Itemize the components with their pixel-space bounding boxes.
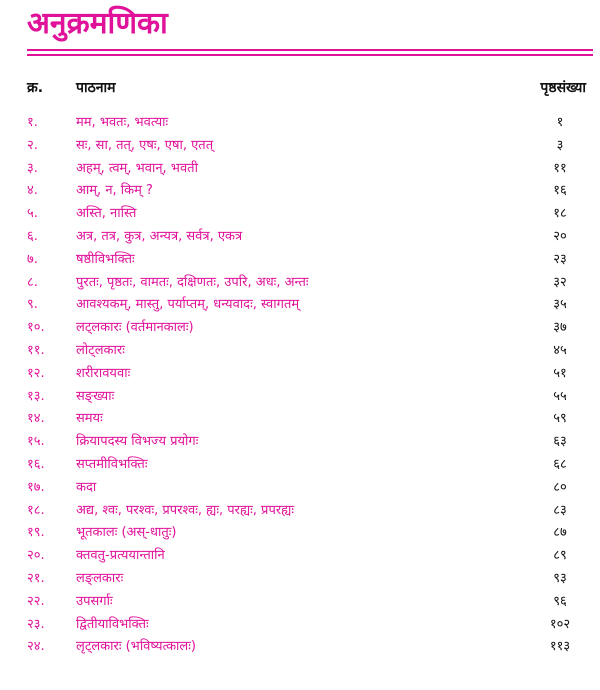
page-title: अनुक्रमणिका bbox=[27, 6, 168, 41]
lesson-name: अद्य, श्वः, परश्वः, प्रपरश्वः, ह्यः, परह्यः, प्रपरह्यः bbox=[76, 502, 295, 518]
list-item[interactable] bbox=[0, 568, 600, 591]
lesson-number: २४. bbox=[27, 639, 45, 655]
list-item[interactable] bbox=[0, 112, 600, 135]
lesson-name: सप्तमीविभक्तिः bbox=[76, 456, 148, 472]
lesson-page-number: २० bbox=[553, 228, 567, 244]
list-item[interactable] bbox=[0, 386, 600, 409]
list-item[interactable] bbox=[0, 614, 600, 637]
lesson-name: लृट्लकारः (भविष्यत्कालः) bbox=[76, 639, 196, 655]
lesson-page-number: ५५ bbox=[553, 388, 567, 404]
lesson-name: सः, सा, तत्, एषः, एषा, एतत् bbox=[76, 137, 214, 153]
lesson-name: आवश्यकम्, मास्तु, पर्याप्तम्, धन्यवादः, स्वागतम् bbox=[76, 297, 300, 313]
lesson-name: भूतकालः (अस्-धातुः) bbox=[76, 525, 177, 541]
list-item[interactable] bbox=[0, 477, 600, 500]
list-item[interactable] bbox=[0, 317, 600, 340]
lesson-page-number: २३ bbox=[553, 251, 567, 267]
title-underline-top bbox=[27, 49, 593, 51]
lesson-name: सङ्ख्याः bbox=[76, 388, 115, 404]
table-header bbox=[0, 78, 600, 100]
lesson-name: षष्ठीविभक्तिः bbox=[76, 251, 135, 267]
lesson-number: १४. bbox=[27, 411, 45, 427]
lesson-number: ६. bbox=[27, 228, 38, 244]
lesson-number: ९. bbox=[27, 297, 38, 313]
lesson-name: लङ्लकारः bbox=[76, 570, 124, 586]
lesson-number: २२. bbox=[27, 593, 45, 609]
lesson-number: १२. bbox=[27, 365, 45, 381]
lesson-number: २. bbox=[27, 137, 38, 153]
list-item[interactable] bbox=[0, 158, 600, 181]
list-item[interactable] bbox=[0, 135, 600, 158]
lesson-name: पुरतः, पृष्ठतः, वामतः, दक्षिणतः, उपरि, अधः, अन्तः bbox=[76, 274, 309, 290]
lesson-page-number: ६८ bbox=[553, 456, 567, 472]
lesson-name: अहम्, त्वम्, भवान्, भवती bbox=[76, 160, 198, 176]
lesson-number: ७. bbox=[27, 251, 38, 267]
lesson-name: अत्र, तत्र, कुत्र, अन्यत्र, सर्वत्र, एकत्र bbox=[76, 228, 243, 244]
lesson-number: ५. bbox=[27, 206, 38, 222]
title-underline-bottom bbox=[27, 54, 593, 56]
list-item[interactable] bbox=[0, 294, 600, 317]
header-page-number: पृष्ठसंख्या bbox=[540, 80, 586, 96]
lesson-page-number: ४५ bbox=[553, 342, 567, 358]
lesson-page-number: ८३ bbox=[553, 502, 567, 518]
lesson-page-number: ५९ bbox=[553, 411, 567, 427]
list-item[interactable] bbox=[0, 408, 600, 431]
lesson-number: १३. bbox=[27, 388, 45, 404]
lesson-number: २३. bbox=[27, 616, 45, 632]
lesson-number: १६. bbox=[27, 456, 45, 472]
lesson-page-number: १६ bbox=[553, 183, 567, 199]
lesson-page-number: ६३ bbox=[553, 434, 567, 450]
list-item[interactable] bbox=[0, 431, 600, 454]
lesson-number: १९. bbox=[27, 525, 45, 541]
lesson-number: ८. bbox=[27, 274, 38, 290]
lesson-name: क्तवतु-प्रत्ययान्तानि bbox=[76, 548, 165, 564]
lesson-page-number: ८० bbox=[553, 479, 567, 495]
lesson-page-number: ५१ bbox=[553, 365, 567, 381]
lesson-number: १०. bbox=[27, 320, 45, 336]
list-item[interactable] bbox=[0, 226, 600, 249]
lesson-page-number: १ bbox=[556, 115, 564, 130]
lesson-name: अस्ति, नास्ति bbox=[76, 206, 137, 222]
lesson-number: २०. bbox=[27, 548, 45, 564]
lesson-page-number: ९३ bbox=[553, 570, 567, 586]
contents-list bbox=[0, 112, 600, 659]
lesson-page-number: ३५ bbox=[553, 297, 567, 313]
lesson-page-number: ८७ bbox=[553, 525, 567, 541]
lesson-page-number: ३२ bbox=[553, 274, 567, 290]
list-item[interactable] bbox=[0, 340, 600, 363]
lesson-name: क्रियापदस्य विभज्य प्रयोगः bbox=[76, 434, 199, 450]
lesson-page-number: ११ bbox=[553, 160, 567, 176]
list-item[interactable] bbox=[0, 636, 600, 659]
list-item[interactable] bbox=[0, 454, 600, 477]
list-item[interactable] bbox=[0, 522, 600, 545]
lesson-name: कदा bbox=[76, 479, 97, 495]
list-item[interactable] bbox=[0, 363, 600, 386]
lesson-name: समयः bbox=[76, 411, 103, 427]
lesson-name: शरीरावयवाः bbox=[76, 365, 131, 381]
lesson-page-number: ३ bbox=[556, 137, 564, 153]
lesson-number: १५. bbox=[27, 434, 45, 450]
lesson-number: ४. bbox=[27, 183, 38, 199]
list-item[interactable] bbox=[0, 545, 600, 568]
lesson-page-number: १०२ bbox=[549, 616, 571, 632]
lesson-name: द्वितीयाविभक्तिः bbox=[76, 616, 149, 632]
lesson-page-number: ३७ bbox=[553, 320, 567, 336]
lesson-number: १७. bbox=[27, 479, 45, 495]
lesson-number: १. bbox=[27, 115, 38, 130]
lesson-name: आम्, न, किम् ? bbox=[76, 183, 153, 199]
lesson-page-number: ८९ bbox=[553, 548, 567, 564]
header-lesson-name: पाठनाम bbox=[76, 80, 116, 96]
list-item[interactable] bbox=[0, 249, 600, 272]
lesson-page-number: ११३ bbox=[549, 639, 571, 655]
lesson-number: २१. bbox=[27, 570, 45, 586]
list-item[interactable] bbox=[0, 272, 600, 295]
list-item[interactable] bbox=[0, 500, 600, 523]
list-item[interactable] bbox=[0, 591, 600, 614]
lesson-number: १८. bbox=[27, 502, 45, 518]
lesson-name: मम, भवतः, भवत्याः bbox=[76, 115, 169, 130]
lesson-name: लट्लकारः (वर्तमानकालः) bbox=[76, 320, 194, 336]
lesson-number: ३. bbox=[27, 160, 38, 176]
list-item[interactable] bbox=[0, 180, 600, 203]
lesson-page-number: ९६ bbox=[553, 593, 567, 609]
list-item[interactable] bbox=[0, 203, 600, 226]
lesson-number: ११. bbox=[27, 342, 45, 358]
lesson-name: लोट्लकारः bbox=[76, 342, 125, 358]
lesson-name: उपसर्गाः bbox=[76, 593, 113, 609]
lesson-page-number: १८ bbox=[553, 206, 567, 222]
header-number: क्र. bbox=[27, 80, 44, 96]
